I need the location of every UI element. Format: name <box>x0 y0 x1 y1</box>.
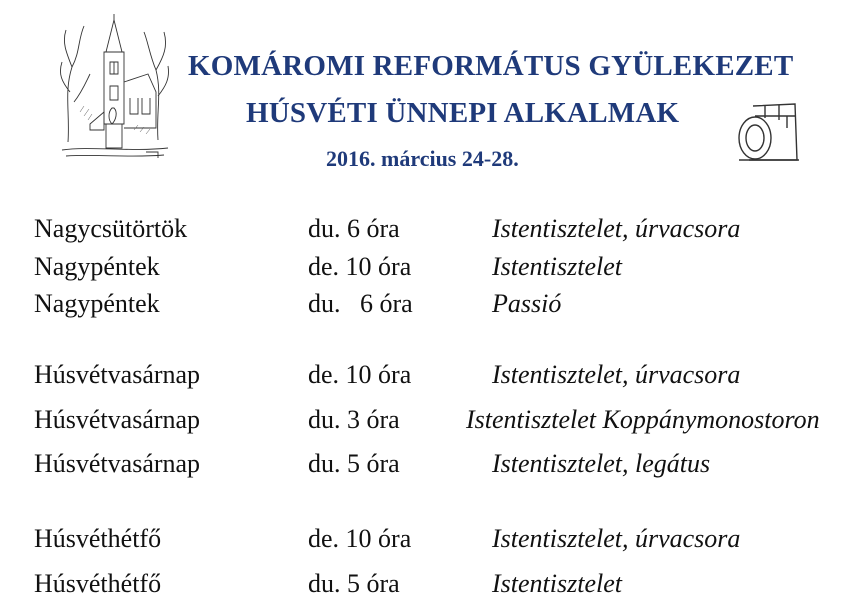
church-sketch-icon <box>60 12 170 164</box>
schedule-time: de. 10 óra <box>308 360 412 389</box>
schedule-event: Istentisztelet, legátus <box>492 449 711 478</box>
schedule-time: du. 6 óra <box>308 214 400 243</box>
schedule-row <box>0 252 864 286</box>
schedule-row <box>0 214 864 248</box>
schedule-time: du. 5 óra <box>308 449 400 478</box>
schedule-time: du. 6 óra <box>308 289 413 318</box>
schedule-day: Nagypéntek <box>34 289 160 318</box>
schedule-day: Húsvétvasárnap <box>34 360 201 389</box>
schedule-day: Húsvéthétfő <box>34 569 162 598</box>
schedule-row <box>0 524 864 558</box>
schedule-day: Nagycsütörtök <box>34 214 188 243</box>
schedule-event: Istentisztelet, úrvacsora <box>492 360 741 389</box>
schedule-time: de. 10 óra <box>308 252 412 281</box>
schedule-event: Istentisztelet Koppánymonostoron <box>466 405 820 434</box>
schedule-event: Passió <box>492 289 562 318</box>
schedule-row <box>0 289 864 323</box>
schedule-row <box>0 569 864 603</box>
schedule-row <box>0 449 864 483</box>
schedule-day: Húsvétvasárnap <box>34 449 201 478</box>
schedule-time: du. 3 óra <box>308 405 400 434</box>
schedule-event: Istentisztelet, úrvacsora <box>492 524 741 553</box>
schedule-event: Istentisztelet, úrvacsora <box>492 214 741 243</box>
schedule-day: Húsvétvasárnap <box>34 405 201 434</box>
schedule-row <box>0 405 864 439</box>
schedule-day: Nagypéntek <box>34 252 160 281</box>
page-title: KOMÁROMI REFORMÁTUS GYÜLEKEZET <box>188 50 794 82</box>
schedule-time: du. 5 óra <box>308 569 400 598</box>
event-date: 2016. március 24-28. <box>326 146 519 171</box>
schedule-day: Húsvéthétfő <box>34 524 162 553</box>
schedule-time: de. 10 óra <box>308 524 412 553</box>
schedule-event: Istentisztelet <box>492 569 622 598</box>
schedule-event: Istentisztelet <box>492 252 622 281</box>
page-subtitle: HÚSVÉTI ÜNNEPI ALKALMAK <box>246 97 680 129</box>
schedule-row <box>0 360 864 394</box>
